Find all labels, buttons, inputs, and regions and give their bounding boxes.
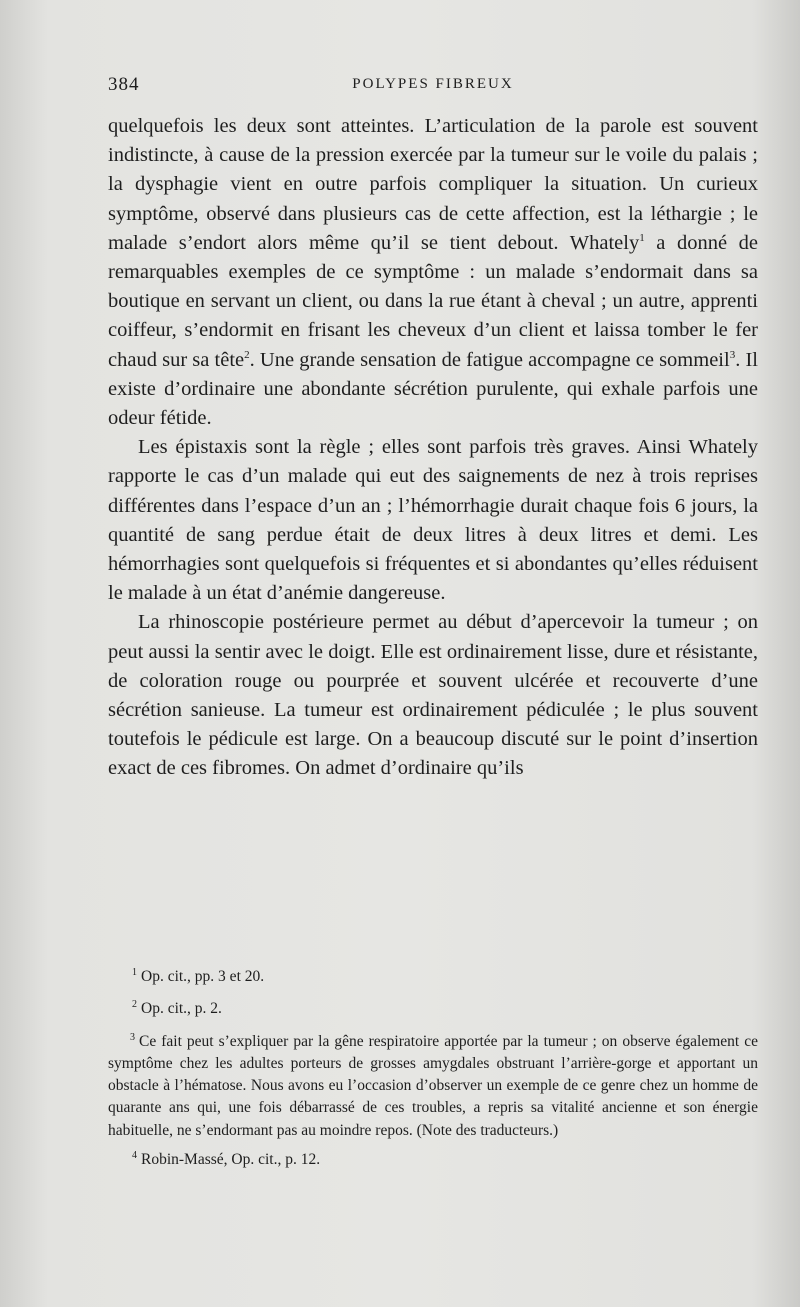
footnote-text: Ce fait peut s’expliquer par la gêne respiratoire apportée par la tumeur ; on observe également ce symptôme chez les adultes porteurs de grosses amygdales obstruant l’arrière-gorge et apportant un obstacle à l’hématose. Nous avons eu l’occasion d’observer un exemple de ce genre chez un homme de quarante ans qui, une fois débarrassé de ces troubles, a repris sa vitalité ancienne et son énergie habituelle, ne s’endormant pas au moindre repos. (Note des traducteurs.) (108, 1032, 758, 1139)
paragraph-1-part-5: . Il existe d’ordinaire une abondante sécrétion purulente, qui exhale parfois une odeur fétide. (108, 348, 759, 430)
paragraph-1-part-3: a donné de remarquables exemples de ce symptôme : un malade s’endormait dans sa boutique en servant un client, ou dans la rue étant à cheval ; un autre, apprenti coiffeur, s’endormit en frisant les cheveux d’un client et laissa tomber le fer chaud sur sa tête (108, 231, 759, 371)
footnotes (108, 962, 758, 1177)
footnote-marker: 1 (132, 967, 137, 978)
footnote-ref-2: 2 (244, 348, 250, 361)
footnote-ref-1: 1 (639, 231, 645, 244)
paragraph-3: La rhinoscopie postérieure permet au début d’apercevoir la tumeur ; on peut aussi la sentir avec le doigt. Elle est ordinairement lisse, dure et résistante, de coloration rouge ou pourprée et souvent ulcérée et recouverte d’une sécrétion sanieuse. La tumeur est ordinairement pédiculée ; le plus souvent toutefois le pédicule est large. On a beaucoup discuté sur le point d’insertion exact de ces fibromes. On admet d’ordinaire qu’ils (108, 611, 758, 780)
paragraph-1-part-2: Whately (569, 231, 640, 254)
footnote-1 (108, 962, 758, 988)
footnote-2 (108, 994, 758, 1020)
paragraph-1-part-4: . Une grande sensation de fatigue accompagne ce sommeil (249, 348, 730, 371)
footnote-3 (108, 1027, 758, 1142)
body-text (108, 112, 758, 784)
page-header (108, 74, 758, 102)
page-number: 384 (108, 74, 140, 95)
footnote-ref-3: 3 (729, 348, 736, 361)
footnote-text: Op. cit., pp. 3 et 20. (141, 968, 265, 985)
footnote-marker: 4 (132, 1150, 137, 1162)
footnote-4 (108, 1145, 758, 1171)
running-title: POLYPES FIBREUX (352, 76, 514, 92)
paragraph-1-part-1: quelquefois les deux sont atteintes. L’articulation de la parole est souvent indistincte, à cause de la pression exercée par la tumeur sur le voile du palais ; la dysphagie vient en outre parfois compliquer la situation. Un curieux symptôme, observé dans plusieurs cas de cette affection, est la léthargie ; le malade s’endort alors même qu’il se tient debout. (108, 115, 758, 254)
footnote-text: Op. cit., p. 2. (141, 1000, 222, 1018)
footnote-marker: 2 (132, 999, 137, 1011)
paragraph-2: Les épistaxis sont la règle ; elles sont parfois très graves. Ainsi Whately rapporte le cas d’un malade qui eut des saignements de nez à trois reprises différentes dans l’espace d’un an ; l’hémorrhagie durait chaque fois 6 jours, la quantité de sang perdue était de deux litres à deux litres et demi. Les hémorrhagies sont quelquefois si fréquentes et si abondantes qu’elles réduisent le malade à un état d’anémie dangereuse. (108, 436, 758, 605)
footnote-text: Robin-Massé, Op. cit., p. 12. (141, 1151, 321, 1169)
paragraph-1 (108, 112, 758, 433)
footnote-marker: 3 (130, 1031, 135, 1043)
